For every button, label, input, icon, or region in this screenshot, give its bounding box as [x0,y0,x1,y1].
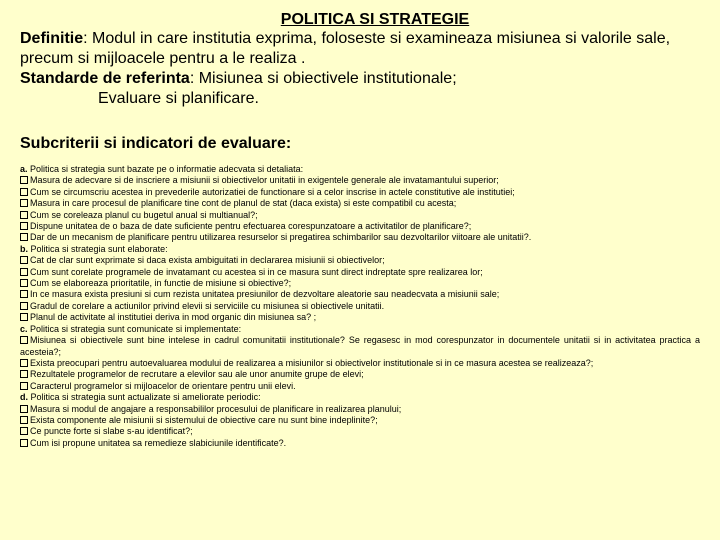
criteria-item-text: Dispune unitatea de o baza de date suficiente pentru efectuarea corespunzatoare a activitatilor de planificare?; [30,221,472,232]
square-bullet-icon [20,199,28,207]
criteria-item-text: In ce masura exista presiuni si cum rezista unitatea presiunilor de dezvoltare aleatorie sau neadecvata a misiunii sale; [30,289,500,300]
square-bullet-icon [20,279,28,287]
definition-paragraph [20,29,700,69]
square-bullet-icon [20,176,28,184]
criteria-list [20,164,700,449]
square-bullet-icon [20,256,28,264]
criteria-item-text: Masura si modul de angajare a responsabililor procesului de planificare in realizarea planului; [30,403,402,414]
criteria-item-text: Gradul de corelare a actiunilor privind elevii si serviciile cu misiunea si obiectivele unitatii. [30,300,385,311]
criteria-item [20,335,700,358]
criteria-item [20,267,700,278]
subcriteria-title: Subcriterii si indicatori de evaluare: [20,135,292,152]
square-bullet-icon [20,405,28,413]
definition-text: : Modul in care institutia exprima, foloseste si examineaza misiunea si valorile sale, precum si mijloacele pentru a le realiza . [20,30,671,67]
criteria-item-text: Cum sunt corelate programele de invatamant cu acestea si in ce masura sunt direct indreptate spre realizarea lor; [30,266,483,277]
criteria-item [20,221,700,232]
criteria-item [20,187,700,198]
section-letter: c. [20,323,28,334]
square-bullet-icon [20,382,28,390]
criteria-item-text: Caracterul programelor si mijloacelor de orientare pentru unii elevi. [30,380,296,391]
criteria-item [20,198,700,209]
criteria-item [20,210,700,221]
criteria-item-text: Ce puncte forte si slabe s-au identificat?; [30,426,193,437]
section-heading [20,164,700,175]
criteria-item [20,232,700,243]
criteria-item [20,381,700,392]
criteria-item [20,404,700,415]
square-bullet-icon [20,302,28,310]
criteria-item-text: Exista componente ale misiunii si sistemului de obiective care nu sunt bine indeplinite?; [30,414,378,425]
square-bullet-icon [20,416,28,424]
standards-text-2: Evaluare si planificare. [98,90,259,107]
criteria-item [20,301,700,312]
criteria-item-text: Rezultatele programelor de recrutare a elevilor sau ale unor anumite grupe de elevi; [30,369,364,380]
square-bullet-icon [20,222,28,230]
criteria-item-text: Dar de un mecanism de planificare pentru utilizarea resurselor si pregatirea schimbarilor sau dezvoltarilor viitoare ale unitatii?. [30,232,532,243]
criteria-item-text: Exista preocupari pentru autoevaluarea modului de realizarea a misiunilor si obiectivelor institutionale si in ce masura acestea se realizeaza?; [30,357,594,368]
criteria-item [20,289,700,300]
section-heading-text: Politica si strategia sunt bazate pe o informatie adecvata si detaliata: [27,164,304,174]
criteria-item-text: Cum se coreleaza planul cu bugetul anual si multianual?; [30,209,258,220]
standards-paragraph [20,69,700,89]
section-heading [20,244,700,255]
square-bullet-icon [20,290,28,298]
standards-text-1: : Misiunea si obiectivele institutionale; [189,70,457,87]
criteria-item [20,426,700,437]
criteria-item-text: Misiunea si obiectivele sunt bine intelese in cadrul comunitatii institutionale? Se regasesc in mod corespunzator in documentele unitatii si in activitatea practica a acesteia?; [20,335,700,357]
square-bullet-icon [20,336,28,344]
section-letter: a. [20,164,28,174]
page-title: POLITICA SI STRATEGIE [280,11,470,28]
criteria-item-text: Cum se circumscriu acestea in prevederile autorizatiei de functionare si a celor inscrise in actele constitutive ale institutiei; [30,186,515,197]
square-bullet-icon [20,233,28,241]
criteria-item-text: Planul de activitate al institutiei deriva in mod organic din misiunea sa? ; [30,312,317,323]
criteria-item [20,415,700,426]
square-bullet-icon [20,313,28,321]
criteria-item-text: Cum isi propune unitatea sa remedieze slabiciunile identificate?. [30,437,287,448]
square-bullet-icon [20,427,28,435]
section-heading-text: Politica si strategia sunt comunicate si implementate: [27,323,242,334]
section-heading [20,324,700,335]
section-heading [20,392,700,403]
criteria-item [20,369,700,380]
criteria-item [20,278,700,289]
square-bullet-icon [20,359,28,367]
definition-label: Definitie [20,30,84,47]
criteria-item-text: Cat de clar sunt exprimate si daca exista ambiguitati in declararea misiunii si obiectivelor; [30,255,385,266]
square-bullet-icon [20,268,28,276]
criteria-item [20,175,700,186]
criteria-item-text: Cum se elaboreaza prioritatile, in functie de misiune si obiective?; [30,278,292,289]
criteria-item [20,255,700,266]
standards-label: Standarde de referinta [20,70,190,87]
square-bullet-icon [20,188,28,196]
square-bullet-icon [20,370,28,378]
section-heading-text: Politica si strategia sunt elaborate: [28,243,168,254]
square-bullet-icon [20,211,28,219]
section-letter: b. [20,243,28,254]
square-bullet-icon [20,439,28,447]
criteria-item [20,358,700,369]
criteria-item [20,312,700,323]
section-heading-text: Politica si strategia sunt actualizate si ameliorate periodic: [28,392,261,403]
section-letter: d. [20,392,28,403]
criteria-item-text: Masura de adecvare si de inscriere a misiunii si obiectivelor unitatii in exigentele generale ale invatamantului superior; [30,175,499,186]
criteria-item-text: Masura in care procesul de planificare tine cont de planul de stat (daca exista) si este compatibil cu acesta; [30,198,457,209]
criteria-item [20,438,700,449]
